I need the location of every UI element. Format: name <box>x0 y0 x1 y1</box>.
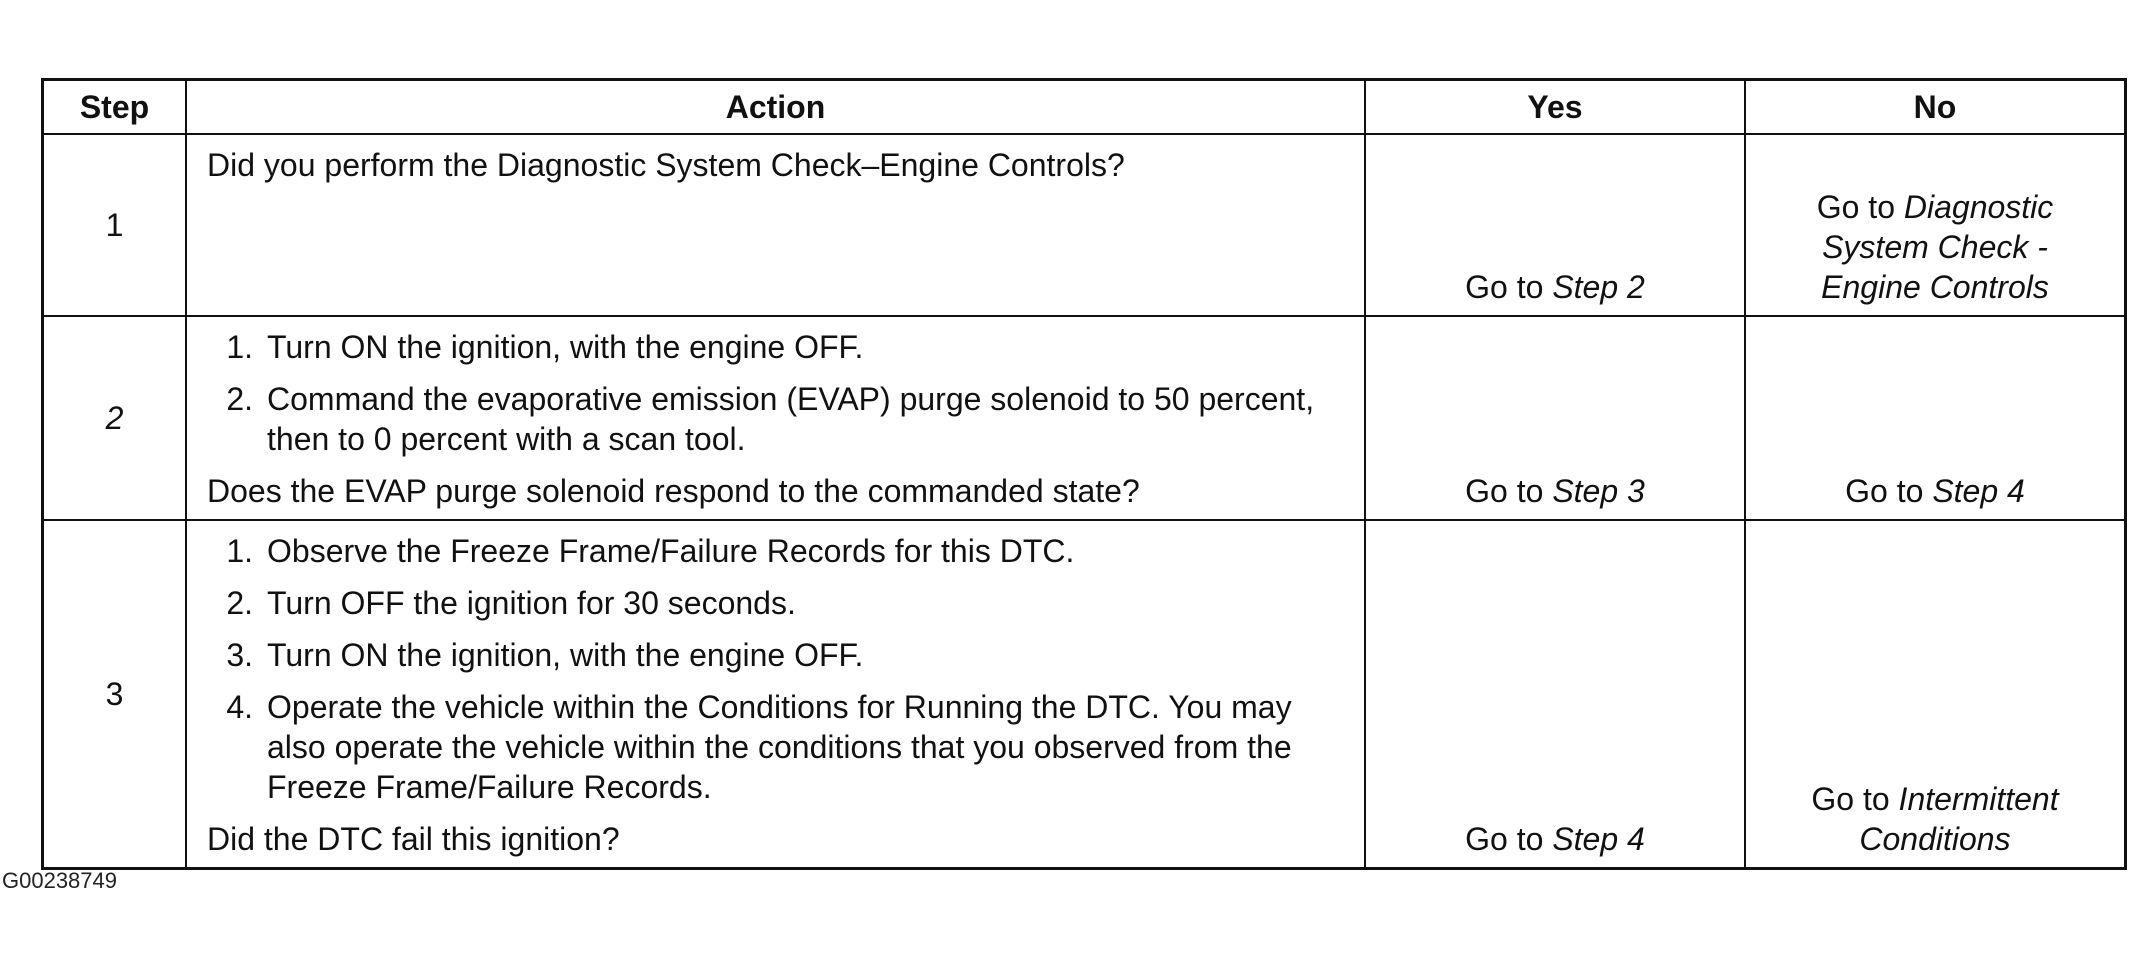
no-ref-line-2[interactable]: System Check - <box>1822 229 2048 265</box>
action-question: Does the EVAP purge solenoid respond to the commanded state? <box>207 473 1140 509</box>
step-number: 2 <box>43 316 187 520</box>
table-row <box>43 520 2126 869</box>
step-text: Observe the Freeze Frame/Failure Records for this DTC. <box>267 533 1075 569</box>
header-no: No <box>1745 80 2126 135</box>
action-cell <box>186 134 1365 316</box>
list-item <box>207 531 1346 571</box>
header-action: Action <box>186 80 1365 135</box>
list-item <box>207 583 1346 623</box>
yes-cell <box>1365 520 1745 869</box>
step-index: 3. <box>226 637 253 673</box>
yes-step-link[interactable]: Step 2 <box>1552 269 1645 305</box>
no-cell <box>1745 316 2126 520</box>
action-question: Did the DTC fail this ignition? <box>207 821 620 857</box>
no-prefix: Go to <box>1811 781 1899 817</box>
step-text: Operate the vehicle within the Conditions for Running the DTC. You may also operate the vehicle within the conditions that you observed from the Freeze Frame/Failure Records. <box>267 689 1292 805</box>
list-item <box>207 687 1346 807</box>
yes-prefix: Go to <box>1465 821 1553 857</box>
step-index: 1. <box>226 329 253 365</box>
step-index: 2. <box>226 381 253 417</box>
list-item <box>207 327 1346 367</box>
yes-prefix: Go to <box>1465 269 1553 305</box>
step-number: 1 <box>43 134 187 316</box>
action-prompt: Did you perform the Diagnostic System Check–Engine Controls? <box>207 147 1125 183</box>
step-index: 4. <box>226 689 253 725</box>
action-steps <box>207 531 1346 807</box>
header-step: Step <box>43 80 187 135</box>
step-number: 3 <box>43 520 187 869</box>
step-text: Turn OFF the ignition for 30 seconds. <box>267 585 796 621</box>
step-index: 1. <box>226 533 253 569</box>
yes-step-link[interactable]: Step 3 <box>1552 473 1645 509</box>
step-text: Command the evaporative emission (EVAP) purge solenoid to 50 percent, then to 0 percent with a scan tool. <box>267 381 1315 457</box>
yes-prefix: Go to <box>1465 473 1553 509</box>
header-row <box>43 80 2126 135</box>
table-row <box>43 134 2126 316</box>
yes-cell <box>1365 134 1745 316</box>
step-index: 2. <box>226 585 253 621</box>
action-cell <box>186 316 1365 520</box>
no-ref-line-3[interactable]: Engine Controls <box>1821 269 2049 305</box>
step-text: Turn ON the ignition, with the engine OFF. <box>267 329 864 365</box>
no-ref-line-2[interactable]: Conditions <box>1859 821 2011 857</box>
no-cell <box>1745 520 2126 869</box>
yes-step-link[interactable]: Step 4 <box>1552 821 1645 857</box>
table-row <box>43 316 2126 520</box>
diagnostic-table <box>41 78 2127 870</box>
no-step-link[interactable]: Step 4 <box>1932 473 2025 509</box>
yes-cell <box>1365 316 1745 520</box>
step-text: Turn ON the ignition, with the engine OFF. <box>267 637 864 673</box>
list-item <box>207 635 1346 675</box>
no-ref-line-1[interactable]: Intermittent <box>1898 781 2059 817</box>
no-cell <box>1745 134 2126 316</box>
no-prefix: Go to <box>1816 189 1904 225</box>
action-cell <box>186 520 1365 869</box>
header-yes: Yes <box>1365 80 1745 135</box>
action-steps <box>207 327 1346 459</box>
no-ref-line-1[interactable]: Diagnostic <box>1903 189 2054 225</box>
figure-id: G00238749 <box>2 868 117 893</box>
list-item <box>207 379 1346 459</box>
no-prefix: Go to <box>1845 473 1933 509</box>
